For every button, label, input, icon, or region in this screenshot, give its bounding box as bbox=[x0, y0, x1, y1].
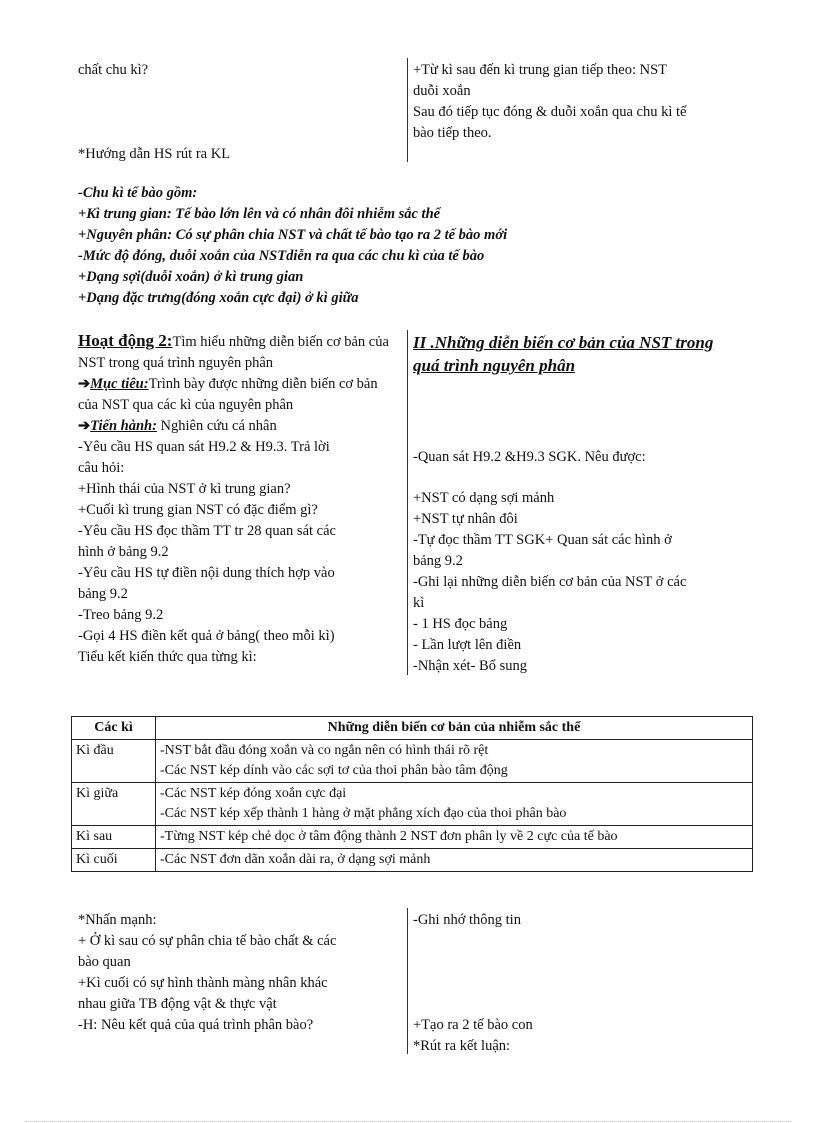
changes-cell bbox=[156, 740, 753, 783]
step-line: -Yêu cầu HS quan sát H9.2 & H9.3. Trả lời bbox=[78, 439, 330, 455]
header-changes: Những diễn biến cơ bản của nhiễm sắc thể bbox=[156, 717, 753, 740]
step-line: +Cuối kì trung gian NST có đặc điểm gì? bbox=[78, 502, 318, 518]
bottom-left-line: nhau giữa TB động vật & thực vật bbox=[78, 996, 277, 1012]
table-row bbox=[72, 826, 753, 849]
section-2-observe: -Quan sát H9.2 &H9.3 SGK. Nêu được: bbox=[413, 449, 646, 465]
arrow-right-icon: ➔ bbox=[78, 418, 91, 434]
section-2-item: -Ghi lại những diễn biến cơ bản của NST ở các bbox=[413, 574, 687, 590]
activity-2-title-rest: Tìm hiểu những diễn biến cơ bản của NST trong quá trình nguyên phân bbox=[78, 334, 389, 371]
column-divider-top bbox=[407, 58, 408, 162]
bottom-left-line: bào quan bbox=[78, 954, 131, 970]
step-line: -Treo bảng 9.2 bbox=[78, 607, 164, 623]
top-right-line-2: duỗi xoắn bbox=[413, 83, 471, 99]
step-line: -Yêu cầu HS tự điền nội dung thích hợp vào bbox=[78, 565, 335, 581]
changes-cell bbox=[156, 849, 753, 872]
bottom-left-line: +Kì cuối có sự hình thành màng nhân khác bbox=[78, 975, 328, 991]
method-text: Nghiên cứu cá nhân bbox=[156, 418, 277, 434]
top-left-guide: *Hướng dẫn HS rút ra KL bbox=[78, 146, 231, 162]
summary-line: -Chu kì tế bào gồm: bbox=[78, 185, 198, 201]
activity-2-goal bbox=[78, 374, 398, 416]
top-right-line-1: +Từ kì sau đến kì trung gian tiếp theo: NST bbox=[413, 62, 668, 78]
section-2-item: -Tự đọc thầm TT SGK+ Quan sát các hình ở bbox=[413, 532, 672, 548]
column-divider-middle bbox=[407, 330, 408, 675]
activity-2-title: Hoạt động 2: bbox=[78, 331, 173, 350]
section-2-item: - Lần lượt lên điền bbox=[413, 637, 522, 653]
summary-line: +Dạng sợi(duỗi xoắn) ở kì trung gian bbox=[78, 269, 304, 285]
section-2-item: - 1 HS đọc bảng bbox=[413, 616, 508, 632]
table-row bbox=[72, 783, 753, 826]
header-stage: Các kì bbox=[72, 717, 156, 740]
step-line: bảng 9.2 bbox=[78, 586, 128, 602]
top-right-line-4: bào tiếp theo. bbox=[413, 125, 492, 141]
bottom-right-note: -Ghi nhớ thông tin bbox=[413, 912, 521, 928]
table-row bbox=[72, 849, 753, 872]
change-line: -NST bắt đầu đóng xoắn và co ngắn nên có hình thái rõ rệt bbox=[160, 743, 489, 758]
goal-text: Trình bày được những diễn biến cơ bản của NST qua các kì của nguyên phân bbox=[78, 376, 378, 413]
table-header-row bbox=[72, 717, 753, 740]
activity-2-method bbox=[78, 416, 398, 437]
method-label: Tiến hành: bbox=[90, 418, 157, 434]
change-line: -Từng NST kép chẻ dọc ở tâm động thành 2 NST đơn phân ly về 2 cực của tế bào bbox=[160, 829, 618, 844]
step-line: hình ở bảng 9.2 bbox=[78, 544, 169, 560]
stage-cell: Kì giữa bbox=[72, 783, 156, 826]
cell-cycle-summary bbox=[78, 183, 507, 309]
changes-cell bbox=[156, 783, 753, 826]
mitosis-stages-table bbox=[71, 716, 753, 872]
change-line: -Các NST kép đóng xoắn cực đại bbox=[160, 786, 347, 801]
changes-cell bbox=[156, 826, 753, 849]
summary-line: +Kì trung gian: Tế bào lớn lên và có nhân đôi nhiễm sắc thể bbox=[78, 206, 441, 222]
arrow-right-icon: ➔ bbox=[78, 376, 91, 392]
step-line: -Yêu cầu HS đọc thầm TT tr 28 quan sát các bbox=[78, 523, 336, 539]
bottom-left-line: + Ở kì sau có sự phân chia tế bào chất & các bbox=[78, 933, 337, 949]
activity-2-block bbox=[78, 330, 398, 668]
summary-line: +Dạng đặc trưng(đóng xoắn cực đại) ở kì giữa bbox=[78, 290, 359, 306]
stage-cell: Kì đầu bbox=[72, 740, 156, 783]
bottom-right-conclusion: *Rút ra kết luận: bbox=[413, 1038, 511, 1054]
section-2-item: +NST có dạng sợi mảnh bbox=[413, 490, 555, 506]
stage-cell: Kì sau bbox=[72, 826, 156, 849]
column-divider-bottom bbox=[407, 908, 408, 1054]
section-2-item: -Nhận xét- Bổ sung bbox=[413, 658, 527, 674]
summary-line: -Mức độ đóng, duỗi xoắn của NSTdiễn ra qua các chu kì của tế bào bbox=[78, 248, 485, 264]
top-left-question: chất chu kì? bbox=[78, 62, 149, 78]
table-row bbox=[72, 740, 753, 783]
activity-2-heading bbox=[78, 330, 398, 374]
step-line: câu hỏi: bbox=[78, 460, 125, 476]
change-line: -Các NST kép xếp thành 1 hàng ở mặt phẳng xích đạo của thoi phân bào bbox=[160, 806, 567, 821]
goal-label: Mục tiêu: bbox=[90, 376, 149, 392]
bottom-left-line: -H: Nêu kết quả của quá trình phân bào? bbox=[78, 1017, 314, 1033]
change-line: -Các NST đơn dãn xoắn dài ra, ở dạng sợi mảnh bbox=[160, 852, 431, 867]
section-2-item: kì bbox=[413, 595, 425, 611]
change-line: -Các NST kép dính vào các sợi tơ của thoi phân bào tâm động bbox=[160, 763, 508, 778]
bottom-right-result: +Tạo ra 2 tế bào con bbox=[413, 1017, 533, 1033]
step-line: +Hình thái của NST ở kì trung gian? bbox=[78, 481, 291, 497]
section-2-item: +NST tự nhân đôi bbox=[413, 511, 518, 527]
section-2-title: II .Những diễn biến cơ bản của NST trong quá trình nguyên phân bbox=[413, 333, 714, 375]
step-line: Tiểu kết kiến thức qua từng kì: bbox=[78, 649, 257, 665]
top-right-line-3: Sau đó tiếp tục đóng & duỗi xoắn qua chu kì tế bbox=[413, 104, 687, 120]
section-2-item: bảng 9.2 bbox=[413, 553, 463, 569]
stage-cell: Kì cuối bbox=[72, 849, 156, 872]
step-line: -Gọi 4 HS điền kết quả ở bảng( theo mỗi kì) bbox=[78, 628, 335, 644]
bottom-left-line: *Nhấn mạnh: bbox=[78, 912, 157, 928]
summary-line: +Nguyên phân: Có sự phân chia NST và chất tế bào tạo ra 2 tế bào mới bbox=[78, 227, 508, 243]
page-bottom-dotted-rule bbox=[25, 1121, 791, 1122]
